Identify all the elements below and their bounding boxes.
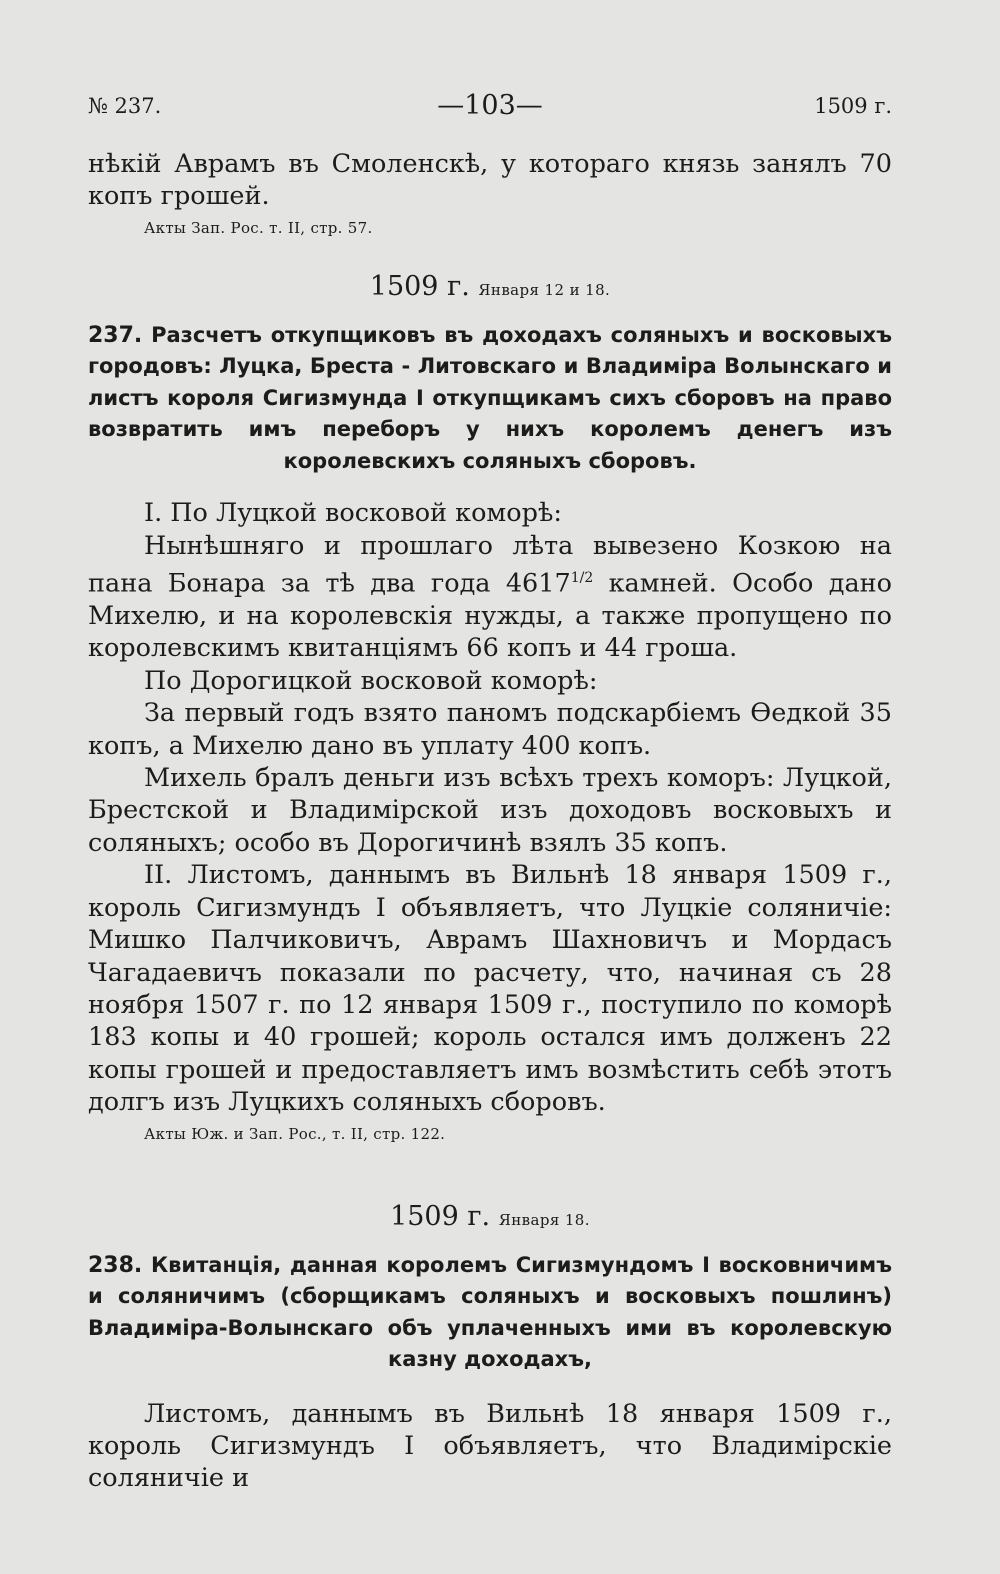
doc237-paragraph-3: По Дорогицкой восковой коморѣ: bbox=[144, 665, 598, 696]
doc237-date-g: г. bbox=[447, 270, 470, 302]
continuation-citation: Акты Зап. Рос. т. II, стр. 57. bbox=[144, 218, 373, 237]
doc237-paragraph-4: За первый годъ взято паномъ подскарбіемъ Ѳедкой 35 копъ, а Михелю дано въ уплату 400 копъ. bbox=[88, 698, 892, 761]
doc237-paragraph-2-part-b: камней. Особо дано Михелю, и на королевскія нужды, а также пропущено по королевскимъ квитанціямъ 66 копъ и 44 гроша. bbox=[88, 568, 892, 664]
doc238-title-text: Квитанція, данная королемъ Сигизмундомъ I восковничимъ и соляничимъ (сборщикамъ соляныхъ и восковыхъ пошлинъ) Владиміра-Волынскаго объ уплаченныхъ ими въ королевскую казну доходахъ, bbox=[88, 1252, 892, 1372]
doc237-section-1-heading: I. По Луцкой восковой коморѣ: bbox=[144, 498, 562, 529]
doc237-paragraph-5: Михель бралъ деньги изъ всѣхъ трехъ коморъ: Луцкой, Брестской и Владимірской изъ доходовъ восковыхъ и соляныхъ; особо въ Дорогичинѣ взялъ 35 копъ. bbox=[88, 763, 892, 858]
running-header bbox=[88, 90, 892, 130]
doc237-title-text: Разсчетъ откупщиковъ въ доходахъ соляныхъ и восковыхъ городовъ: Луцка, Бреста - Литовскаго и Владиміра Волынскаго и листъ короля Сигизмунда I откупщикамъ сихъ сборовъ на право возвратить имъ переборъ у нихъ королемъ денегъ изъ королевскихъ соляныхъ сборовъ. bbox=[88, 322, 892, 473]
doc237-citation: Акты Юж. и Зап. Рос., т. II, стр. 122. bbox=[144, 1124, 446, 1143]
doc237-date-year: 1509 bbox=[369, 270, 439, 302]
doc237-paragraph-6: II. Листомъ, даннымъ въ Вильнѣ 18 января 1509 г., король Сигизмундъ I объявляетъ, что Луцкіе соляничіе: Мишко Палчиковичъ, Аврамъ Шахновичъ и Мордасъ Чагадаевичъ показали по расчету, что, начиная съ 28 ноября 1507 г. по 12 января 1509 г., поступило по коморѣ 183 копы и 40 грошей; король остался имъ долженъ 22 копы грошей и предоставляетъ имъ возмѣстить себѣ этотъ долгъ изъ Луцкихъ соляныхъ сборовъ. bbox=[88, 860, 892, 1118]
document-page bbox=[88, 90, 892, 1495]
doc237-number: 237. bbox=[88, 322, 143, 348]
doc238-number: 238. bbox=[88, 1252, 143, 1278]
continuation-paragraph: нѣкій Аврамъ въ Смоленскѣ, у котораго князь занялъ 70 копъ грошей. bbox=[88, 149, 892, 212]
doc237-paragraph-2-part-a: Нынѣшняго и прошлаго лѣта вывезено Козкою на пана Бонара за тѣ два года 4617 bbox=[88, 530, 892, 599]
doc237-fraction: 1/2 bbox=[570, 570, 594, 587]
doc237-date-heading bbox=[88, 271, 892, 302]
doc237-title bbox=[88, 320, 892, 478]
doc237-date-detail: Января 12 и 18. bbox=[478, 280, 611, 299]
doc238-title bbox=[88, 1250, 892, 1376]
doc238-date-year: 1509 bbox=[390, 1200, 459, 1232]
doc238-date-heading bbox=[88, 1201, 892, 1232]
doc238-date-g: г. bbox=[467, 1200, 491, 1232]
page-number: —103— bbox=[437, 90, 543, 121]
doc237-paragraph-2 bbox=[88, 530, 892, 665]
doc238-date-detail: Января 18. bbox=[498, 1210, 590, 1229]
header-document-number: № 237. bbox=[88, 94, 162, 118]
doc238-paragraph-1: Листомъ, даннымъ въ Вильнѣ 18 января 1509 г., король Сигизмундъ I объявляетъ, что Владимірскіе соляничіе и bbox=[88, 1398, 892, 1494]
header-year: 1509 г. bbox=[814, 94, 892, 118]
